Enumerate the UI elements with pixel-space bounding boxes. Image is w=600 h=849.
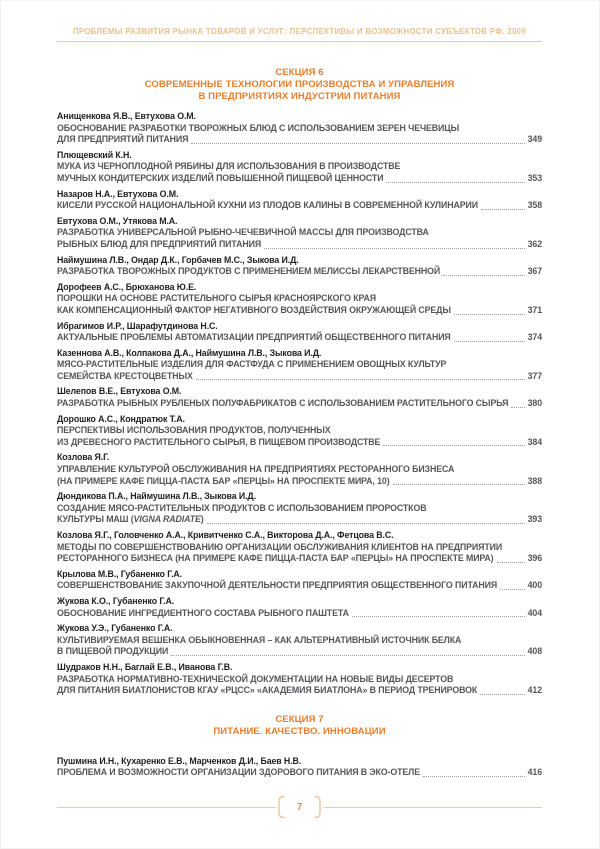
entry-title-line: РАЗРАБОТКА УНИВЕРСАЛЬНОЙ РЫБНО-ЧЕЧЕВИЧНОЙ МАССЫ ДЛЯ ПРОИЗВОДСТВА	[57, 227, 429, 238]
section-heading-lines	[57, 726, 542, 738]
entry-title-line: МЯСО-РАСТИТЕЛЬНЫЕ ИЗДЕЛИЯ ДЛЯ ФАСТФУДА С ПРИМЕНЕНИЕМ ОВОЩНЫХ КУЛЬТУР	[57, 359, 447, 370]
entry-title-lines	[57, 359, 542, 371]
dot-leader	[386, 182, 524, 183]
entry-authors: Козлова Я.Г.	[57, 452, 110, 463]
entry-title-line: РАЗРАБОТКА НОРМАТИВНО-ТЕХНИЧЕСКОЙ ДОКУМЕНТАЦИИ НА НОВЫЕ ВИДЫ ДЕСЕРТОВ	[57, 673, 454, 684]
left-bracket-icon	[276, 795, 285, 819]
dot-leader	[383, 445, 524, 446]
entry-title-text: АКТУАЛЬНЫЕ ПРОБЛЕМЫ АВТОМАТИЗАЦИИ ПРЕДПРИЯТИЙ ОБЩЕСТВЕННОГО ПИТАНИЯ	[57, 332, 451, 343]
entry-title-text: РАЗРАБОТКА ТВОРОЖНЫХ ПРОДУКТОВ С ПРИМЕНЕНИЕМ МЕЛИССЫ ЛЕКАРСТВЕННОЙ	[57, 266, 441, 277]
entry-title-lines	[57, 464, 542, 476]
section-entries	[57, 756, 542, 779]
toc-entry	[57, 756, 542, 779]
dot-leader	[497, 562, 525, 563]
entry-title-text: ПРОБЛЕМА И ВОЗМОЖНОСТИ ОРГАНИЗАЦИИ ЗДОРОВОГО ПИТАНИЯ В ЭКО-ОТЕЛЕ	[57, 767, 420, 778]
entry-authors: Крылова М.В., Губаненко Г.А.	[57, 568, 183, 579]
entry-title-text: СОВЕРШЕНСТВОВАНИЕ ЗАКУПОЧНОЙ ДЕЯТЕЛЬНОСТИ ПРЕДПРИЯТИЯ ОБЩЕСТВЕННОГО ПИТАНИЯ	[57, 580, 498, 591]
entry-title-last-line	[57, 371, 542, 383]
toc-entry	[57, 216, 542, 251]
entry-title-lines	[57, 161, 542, 173]
entry-page-number: 412	[527, 685, 542, 696]
dot-leader	[481, 209, 525, 210]
entry-page-number: 396	[527, 553, 542, 564]
dot-leader	[423, 776, 525, 777]
section-label: СЕКЦИЯ 6	[275, 67, 324, 78]
footer-rule-left	[57, 807, 276, 808]
section-heading	[57, 714, 542, 738]
footer-page-number: 7	[296, 801, 303, 813]
entry-title-last-line	[57, 685, 542, 697]
entry-title-text: ОБОСНОВАНИЕ ИНГРЕДИЕНТНОГО СОСТАВА РЫБНОГО ПАШТЕТА	[57, 607, 349, 618]
toc-entry	[57, 596, 542, 619]
entry-title-text: ИЗ ДРЕВЕСНОГО РАСТИТЕЛЬНОГО СЫРЬЯ, В ПИЩЕВОМ ПРОИЗВОДСТВЕ	[57, 436, 381, 447]
entry-title-text: КИСЕЛИ РУССКОЙ НАЦИОНАЛЬНОЙ КУХНИ ИЗ ПЛОДОВ КАЛИНЫ В СОВРЕМЕННОЙ КУЛИНАРИИ	[57, 200, 478, 211]
entry-title-line: СОЗДАНИЕ МЯСО-РАСТИТЕЛЬНЫХ ПРОДУКТОВ С ИСПОЛЬЗОВАНИЕМ ПРОРОСТКОВ	[57, 502, 427, 513]
entry-title-text: ДЛЯ ПИТАНИЯ БИАТЛОНИСТОВ КГАУ «РЦСС» «АКАДЕМИЯ БИАТЛОНА» В ПЕРИОД ТРЕНИРОВОК	[57, 685, 478, 696]
entry-authors: Дорофеев А.С., Брюханова Ю.Е.	[57, 281, 197, 292]
dot-leader	[352, 616, 525, 617]
toc-sections	[57, 67, 542, 779]
entry-title-text: КУЛЬТУРЫ МАШ (VIGNA RADIATE)	[57, 514, 204, 525]
section-heading-line: ПИТАНИЕ. КАЧЕСТВО. ИННОВАЦИИ	[213, 725, 386, 737]
toc-entry	[57, 386, 542, 409]
entry-title-last-line	[57, 580, 542, 592]
entry-title-lines	[57, 425, 542, 437]
entry-title-last-line	[57, 239, 542, 251]
entry-title-lines	[57, 293, 542, 305]
section-heading-lines	[57, 79, 542, 103]
entry-title-line: ОБОСНОВАНИЕ РАЗРАБОТКИ ТВОРОЖНЫХ БЛЮД С ИСПОЛЬЗОВАНИЕМ ЗЕРЕН ЧЕЧЕВИЦЫ	[57, 122, 460, 133]
entry-title-line: МУКА ИЗ ЧЕРНОПЛОДНОЙ РЯБИНЫ ДЛЯ ИСПОЛЬЗОВАНИЯ В ПРОИЗВОДСТВЕ	[57, 161, 401, 172]
dot-leader	[443, 275, 525, 276]
entry-title-last-line	[57, 646, 542, 658]
dot-leader	[454, 341, 525, 342]
dot-leader	[511, 407, 524, 408]
toc-entry	[57, 623, 542, 658]
entry-authors: Наймушина Л.В., Ондар Д.К., Горбачев М.С., Зыкова И.Д.	[57, 254, 299, 265]
entry-title-text: ДЛЯ ПРЕДПРИЯТИЙ ПИТАНИЯ	[57, 134, 189, 145]
entry-page-number: 384	[527, 436, 542, 447]
page-footer	[57, 796, 542, 818]
entry-title-last-line	[57, 767, 542, 779]
section-heading	[57, 67, 542, 103]
entry-title-text: (НА ПРИМЕРЕ КАФЕ ПИЦЦА-ПАСТА БАР «ПЕРЦЫ» НА ПРОСПЕКТЕ МИРА, 10)	[57, 475, 390, 486]
entry-title-last-line	[57, 437, 542, 449]
entry-title-line: ПЕРСПЕКТИВЫ ИСПОЛЬЗОВАНИЯ ПРОДУКТОВ, ПОЛУЧЕННЫХ	[57, 425, 331, 436]
toc-entry	[57, 255, 542, 278]
entry-authors: Ибрагимов И.Р., Шарафутдинова Н.С.	[57, 320, 218, 331]
running-header-text: ПРОБЛЕМЫ РАЗВИТИЯ РЫНКА ТОВАРОВ И УСЛУГ: ПЕРСПЕКТИВЫ И ВОЗМОЖНОСТИ СУБЪЕКТОВ РФ. 2009	[72, 27, 527, 36]
entry-title-text: В ПИЩЕВОЙ ПРОДУКЦИИ	[57, 646, 169, 657]
entry-title-lines	[57, 674, 542, 686]
entry-title-text: РЕСТОРАННОГО БИЗНЕСА (НА ПРИМЕРЕ КАФЕ ПИЦЦА-ПАСТА БАР «ПЕРЦЫ» НА ПРОСПЕКТЕ МИРА)	[57, 553, 494, 564]
right-bracket-icon	[314, 795, 323, 819]
entry-title-lines	[57, 123, 542, 135]
toc-entry	[57, 491, 542, 526]
entry-authors: Пушмина И.Н., Кухаренко Е.В., Марченков Д.И., Баев Н.В.	[57, 755, 302, 766]
entry-title-last-line	[57, 553, 542, 565]
toc-section	[57, 714, 542, 779]
entry-title-lines	[57, 503, 542, 515]
toc-entry	[57, 662, 542, 697]
toc-entry	[57, 452, 542, 487]
entry-authors: Шудраков Н.Н., Баглай Е.В., Иванова Г.В.	[57, 661, 233, 672]
entry-authors: Анищенкова Я.В., Евтухова О.М.	[57, 111, 196, 121]
entry-page-number: 353	[527, 172, 542, 183]
entry-page-number: 404	[527, 607, 542, 618]
section-heading-line: В ПРЕДПРИЯТИЯХ ИНДУСТРИИ ПИТАНИЯ	[198, 91, 401, 102]
entry-title-text: РАЗРАБОТКА РЫБНЫХ РУБЛЕНЫХ ПОЛУФАБРИКАТОВ С ИСПОЛЬЗОВАНИЕМ РАСТИТЕЛЬНОГО СЫРЬЯ	[57, 398, 509, 409]
entry-page-number: 388	[527, 475, 542, 486]
entry-page-number: 380	[527, 398, 542, 409]
entry-title-last-line	[57, 514, 542, 526]
table-of-contents	[57, 40, 542, 783]
entry-page-number: 408	[527, 646, 542, 657]
toc-entry	[57, 111, 542, 146]
entry-title-last-line	[57, 134, 542, 146]
entry-authors: Евтухова О.М., Утякова М.А.	[57, 215, 178, 226]
toc-entry	[57, 414, 542, 449]
entry-title-line: УПРАВЛЕНИЕ КУЛЬТУРОЙ ОБСЛУЖИВАНИЯ НА ПРЕДПРИЯТИЯХ РЕСТОРАННОГО БИЗНЕСА	[57, 464, 455, 475]
toc-section	[57, 67, 542, 697]
entry-title-text: РЫБНЫХ БЛЮД ДЛЯ ПРЕДПРИЯТИЙ ПИТАНИЯ	[57, 238, 262, 249]
toc-entry	[57, 321, 542, 344]
entry-page-number: 400	[527, 580, 542, 591]
entry-title-last-line	[57, 173, 542, 185]
entry-authors: Жукова У.Э., Губаненко Г.А.	[57, 623, 173, 634]
entry-authors: Козлова Я.Г., Головченко А.А., Кривитченко С.А., Викторова Д.А., Фетцова В.С.	[57, 530, 394, 540]
toc-entry	[57, 530, 542, 565]
entry-page-number: 416	[527, 767, 542, 778]
entry-title-last-line	[57, 476, 542, 488]
entry-title-last-line	[57, 266, 542, 278]
dot-leader	[500, 589, 524, 590]
entry-title-line: МЕТОДЫ ПО СОВЕРШЕНСТВОВАНИЮ ОРГАНИЗАЦИИ ОБСЛУЖИВАНИЯ КЛИЕНТОВ НА ПРЕДПРИЯТИИ	[57, 541, 503, 552]
entry-title-last-line	[57, 305, 542, 317]
entry-authors: Дорошко А.С., Кондратюк Т.А.	[57, 413, 185, 424]
entry-title-lines	[57, 635, 542, 647]
entry-page-number: 349	[527, 134, 542, 145]
entry-title-text: МУЧНЫХ КОНДИТЕРСКИХ ИЗДЕЛИЙ ПОВЫШЕННОЙ ПИЩЕВОЙ ЦЕННОСТИ	[57, 172, 384, 183]
entry-authors: Плющевский К.Н.	[57, 149, 132, 160]
entry-title-last-line	[57, 200, 542, 212]
toc-entry	[57, 189, 542, 212]
entry-title-last-line	[57, 398, 542, 410]
dot-leader	[393, 484, 525, 485]
entry-title-lines	[57, 227, 542, 239]
dot-leader	[171, 655, 524, 656]
dot-leader	[191, 143, 524, 144]
entry-authors: Шелепов В.Е., Евтухова О.М.	[57, 386, 182, 397]
entry-page-number: 362	[527, 238, 542, 249]
toc-entry	[57, 150, 542, 185]
dot-leader	[454, 314, 525, 315]
entry-authors: Казеннова А.В., Колпакова Д.А., Наймушина Л.В., Зыкова И.Д.	[57, 347, 322, 358]
entry-title-line: ПОРОШКИ НА ОСНОВЕ РАСТИТЕЛЬНОГО СЫРЬЯ КРАСНОЯРСКОГО КРАЯ	[57, 293, 376, 304]
entry-title-line: КУЛЬТИВИРУЕМАЯ ВЕШЕНКА ОБЫКНОВЕННАЯ – КАК АЛЬТЕРНАТИВНЫЙ ИСТОЧНИК БЕЛКА	[57, 634, 462, 645]
entry-page-number: 393	[527, 514, 542, 525]
entry-authors: Жукова К.О., Губаненко Г.А.	[57, 595, 175, 606]
section-entries	[57, 111, 542, 697]
entry-authors: Дюндикова П.А., Наймушина Л.В., Зыкова И.Д.	[57, 491, 256, 502]
entry-page-number: 358	[527, 200, 542, 211]
dot-leader	[264, 248, 525, 249]
section-label: СЕКЦИЯ 7	[275, 713, 324, 725]
toc-entry	[57, 282, 542, 317]
dot-leader	[196, 379, 525, 380]
entry-page-number: 367	[527, 266, 542, 277]
footer-rule-right	[323, 807, 542, 808]
entry-title-text: СЕМЕЙСТВА КРЕСТОЦВЕТНЫХ	[57, 370, 193, 381]
entry-page-number: 374	[527, 332, 542, 343]
section-heading-line: СОВРЕМЕННЫЕ ТЕХНОЛОГИИ ПРОИЗВОДСТВА И УПРАВЛЕНИЯ	[144, 79, 455, 90]
entry-authors: Назаров Н.А., Евтухова О.М.	[57, 188, 179, 199]
entry-title-last-line	[57, 608, 542, 620]
entry-page-number: 371	[527, 304, 542, 315]
entry-page-number: 377	[527, 370, 542, 381]
dot-leader	[480, 694, 524, 695]
toc-entry	[57, 348, 542, 383]
entry-title-last-line	[57, 332, 542, 344]
dot-leader	[207, 523, 525, 524]
entry-title-text: КАК КОМПЕНСАЦИОННЫЙ ФАКТОР НЕГАТИВНОГО ВОЗДЕЙСТВИЯ ОКРУЖАЮЩЕЙ СРЕДЫ	[57, 304, 451, 315]
toc-entry	[57, 569, 542, 592]
entry-title-lines	[57, 542, 542, 554]
